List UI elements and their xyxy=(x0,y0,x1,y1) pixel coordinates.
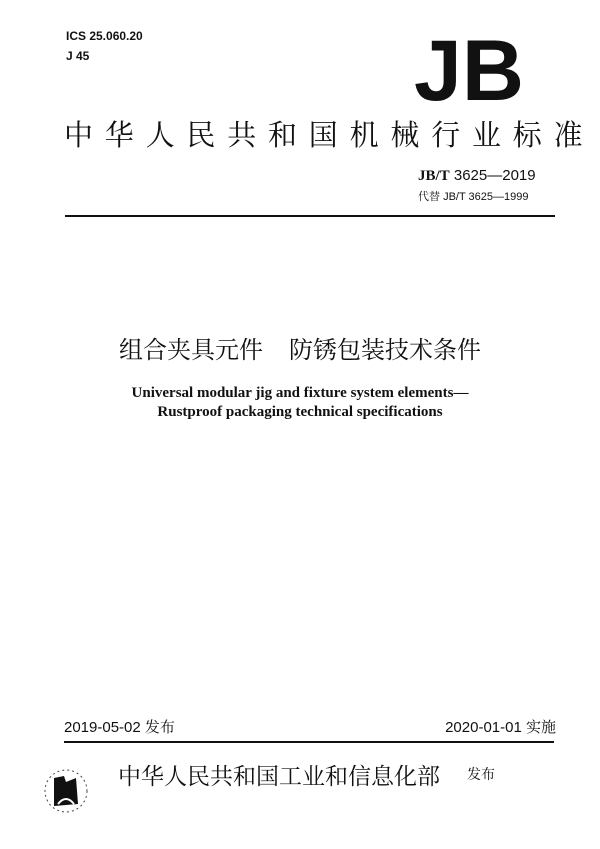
ministry-emblem-icon xyxy=(42,766,90,816)
title-part1: 组合夹具元件 xyxy=(119,336,263,364)
document-title-zh xyxy=(0,330,600,365)
ccs-code: J 45 xyxy=(66,49,90,63)
issuer-name: 中华人民共和国工业和信息化部 xyxy=(118,764,440,790)
jb-logo xyxy=(412,30,527,105)
header-title: 中华人民共和国机械行业标准 xyxy=(64,118,595,152)
jb-logo-text: JB xyxy=(414,30,524,105)
document-title-en-line2: Rustproof packaging technical specifications xyxy=(157,404,443,420)
replaces-label: 代替 xyxy=(418,191,440,203)
standard-code xyxy=(418,167,536,185)
issuer-action: 发布 xyxy=(467,766,495,782)
document-title-en-line1: Universal modular jig and fixture system elements— xyxy=(131,385,469,401)
code-number: 3625—2019 xyxy=(453,167,536,184)
footer-divider xyxy=(64,741,554,743)
header-divider xyxy=(65,215,555,217)
code-prefix: JB/T xyxy=(418,168,450,184)
replaces-value: JB/T 3625—1999 xyxy=(443,191,529,203)
ics-code: ICS 25.060.20 xyxy=(66,29,143,43)
effective-date: 2020-01-01 实施 xyxy=(445,719,556,736)
publish-date: 2019-05-02 发布 xyxy=(64,719,175,736)
title-part2: 防锈包装技术条件 xyxy=(289,336,481,364)
replaces-code xyxy=(418,188,528,204)
